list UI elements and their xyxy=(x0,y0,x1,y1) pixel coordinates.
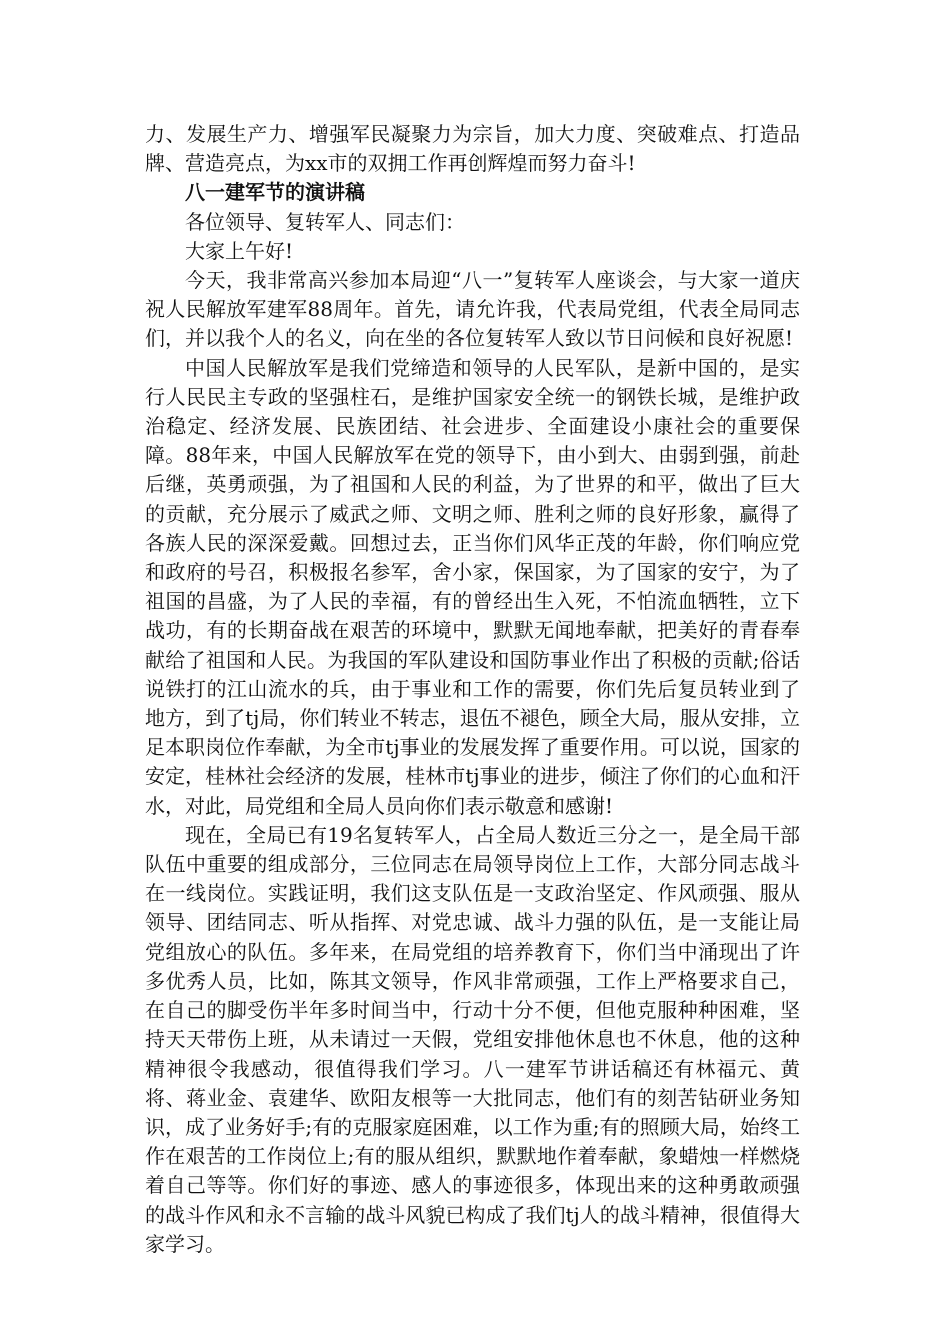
salutation: 各位领导、复转军人、同志们： xyxy=(185,209,465,234)
document-body xyxy=(145,120,800,1259)
greeting: 大家上午好! xyxy=(185,238,294,263)
opening-paragraph: 今天，我非常高兴参加本局迎“八一”复转军人座谈会，与大家一道庆祝人民解放军建军88周年。首先，请允许我，代表局党组，代表全局同志们，并以我个人的名义，向在坐的各位复转军人致以节日问候和良好祝愿! xyxy=(145,268,800,351)
closing-paragraph-previous-article: 力、发展生产力、增强军民凝聚力为宗旨，加大力度、突破难点、打造品牌、营造亮点，为xx市的双拥工作再创辉煌而努力奋斗! xyxy=(145,122,800,176)
speech-title: 八一建军节的演讲稿 xyxy=(185,180,365,205)
history-paragraph: 中国人民解放军是我们党缔造和领导的人民军队，是新中国的，是实行人民民主专政的坚强柱石，是维护国家安全统一的钢铁长城，是维护政治稳定、经济发展、民族团结、社会进步、全面建设小康社会的重要保障。88年来，中国人民解放军在党的领导下，由小到大、由弱到强，前赴后继，英勇顽强，为了祖国和人民的利益，为了世界的和平，做出了巨大的贡献，充分展示了威武之师、文明之师、胜利之师的良好形象，赢得了各族人民的深深爱戴。回想过去，正当你们风华正茂的年龄，你们响应党和政府的号召，积极报名参军，舍小家，保国家，为了国家的安宁，为了祖国的昌盛，为了人民的幸福，有的曾经出生入死，不怕流血牺牲，立下战功，有的长期奋战在艰苦的环境中，默默无闻地奉献，把美好的青春奉献给了祖国和人民。为我国的军队建设和国防事业作出了积极的贡献;俗话说铁打的江山流水的兵，由于事业和工作的需要，你们先后复员转业到了地方，到了tj局，你们转业不转志，退伍不褪色，顾全大局，服从安排，立足本职岗位作奉献，为全市tj事业的发展发挥了重要作用。可以说，国家的安定，桂林社会经济的发展，桂林市tj事业的进步，倾注了你们的心血和汗水，对此，局党组和全局人员向你们表示敬意和感谢! xyxy=(145,355,800,818)
current-status-paragraph: 现在，全局已有19名复转军人，占全局人数近三分之一，是全局干部队伍中重要的组成部分，三位同志在局领导岗位上工作，大部分同志战斗在一线岗位。实践证明，我们这支队伍是一支政治坚定、作风顽强、服从领导、团结同志、听从指挥、对党忠诚、战斗力强的队伍，是一支能让局党组放心的队伍。多年来，在局党组的培养教育下，你们当中涌现出了许多优秀人员，比如，陈其文领导，作风非常顽强，工作上严格要求自己，在自己的脚受伤半年多时间当中，行动十分不便，但他克服种种困难，坚持天天带伤上班，从未请过一天假，党组安排他休息也不休息，他的这种精神很令我感动，很值得我们学习。八一建军节讲话稿还有林福元、黄将、蒋业金、袁建华、欧阳友根等一大批同志，他们有的刻苦钻研业务知识，成了业务好手;有的克服家庭困难，以工作为重;有的照顾大局，始终工作在艰苦的工作岗位上;有的服从组织，默默地作着奉献，象蜡烛一样燃烧着自己等等。你们好的事迹、感人的事迹很多，体现出来的这种勇敢顽强的战斗作风和永不言输的战斗风貌已构成了我们tj人的战斗精神，很值得大家学习。 xyxy=(145,822,800,1256)
